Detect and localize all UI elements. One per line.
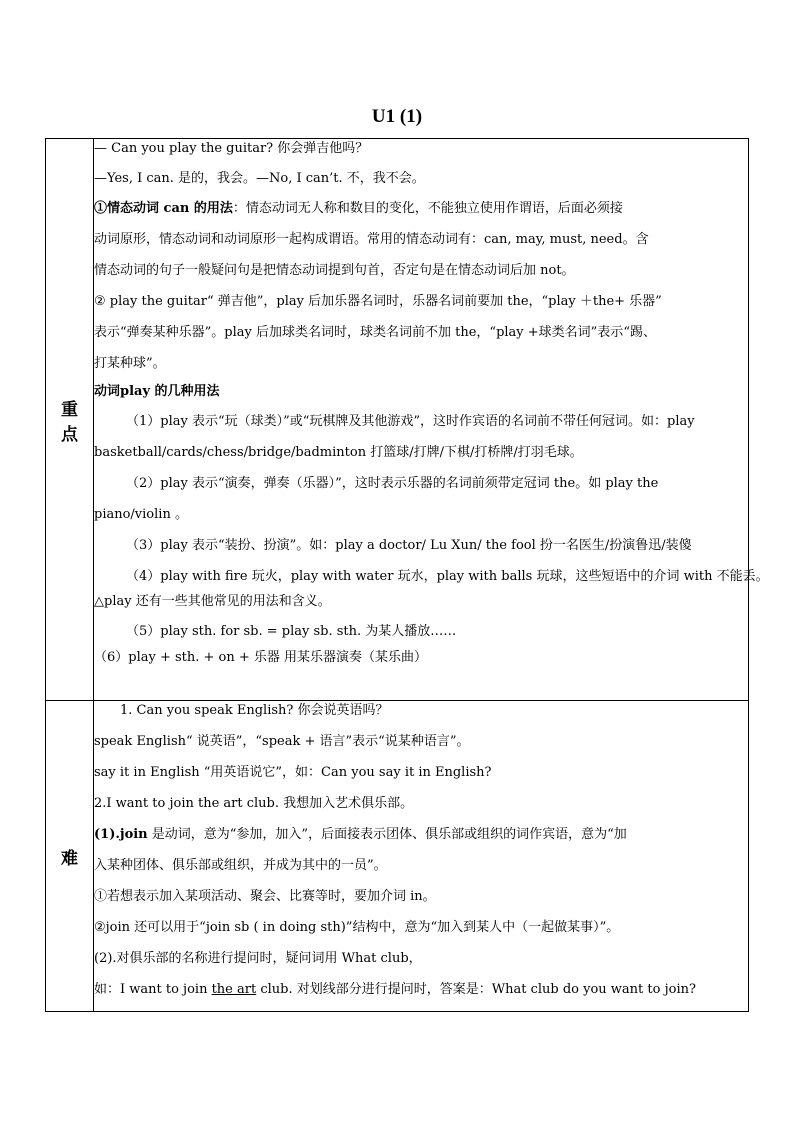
key-label-char-2: 点 — [61, 424, 78, 445]
play-usage-6: （6）play + sth. + on + 乐器 用某乐器演奏（某乐曲） — [94, 650, 428, 665]
difficult-points-row — [46, 701, 749, 1012]
example-suffix: club. 对划线部分进行提问时，答案是：What club do you want to join? — [256, 982, 696, 997]
key-points-content — [94, 139, 769, 701]
notes-table — [45, 138, 769, 1012]
hard-line-9: (2).对俱乐部的名称进行提问时，疑问词用 What club， — [94, 951, 422, 966]
hard-line-5 — [94, 825, 748, 845]
underlined-phrase: the art — [211, 982, 257, 997]
hard-line-10 — [94, 980, 748, 1000]
difficult-points-content — [94, 701, 749, 1012]
modal-verb-heading: ①情态动词 can 的用法 — [94, 201, 233, 216]
modal-verb-text: ：情态动词无人称和数目的变化，不能独立使用作谓语，后面必须接 — [232, 201, 623, 216]
play-usage-note: △play 还有一些其他常见的用法和含义。 — [94, 594, 331, 609]
key-points-row — [46, 139, 749, 701]
key-line-8: 打某种球”。 — [94, 356, 166, 371]
key-label-char-1: 重 — [61, 399, 78, 420]
play-usage-2: （2）play 表示“演奏，弹奏（乐器）”，这时表示乐器的名词前须带定冠词 the。如 play the — [126, 476, 659, 491]
key-line-6: ② play the guitar“ 弹吉他”，play 后加乐器名词时，乐器名词前要加 the，“play ＋the+ 乐器” — [94, 294, 662, 309]
page-title: U1 (1) — [371, 106, 423, 127]
difficult-points-label: 难 — [46, 701, 94, 1012]
key-line-1: — Can you play the guitar? 你会弹吉他吗？ — [94, 141, 369, 156]
key-line-4: 动词原形，情态动词和动词原形一起构成谓语。常用的情态动词有：can, may, must, need。含 — [94, 232, 649, 247]
hard-line-3: say it in English “用英语说它”，如：Can you say it in English? — [94, 765, 492, 780]
play-usage-2-cont: piano/violin 。 — [94, 507, 188, 522]
hard-line-7: ①若想表示加入某项活动、聚会、比赛等时，要加介词 in。 — [94, 889, 436, 904]
play-usage-3: （3）play 表示“装扮、扮演”。如：play a doctor/ Lu Xun/ the fool 扮一名医生/扮演鲁迅/装傻 — [126, 538, 692, 553]
hard-line-1: 1. Can you speak English? 你会说英语吗？ — [120, 703, 389, 718]
play-usage-1-cont: basketball/cards/chess/bridge/badminton 打篮球/打牌/下棋/打桥牌/打羽毛球。 — [94, 445, 583, 460]
play-usage-1: （1）play 表示“玩（球类）”或“玩棋牌及其他游戏”，这时作宾语的名词前不带任何冠词。如：play — [126, 414, 695, 429]
play-usage-4: （4）play with fire 玩火，play with water 玩水，play with balls 玩球，这些短语中的介词 with 不能丢。 — [126, 569, 769, 584]
join-text: 是动词，意为“参加，加入”，后面接表示团体、俱乐部或组织的词作宾语，意为“加 — [147, 827, 627, 842]
key-line-2: —Yes, I can. 是的，我会。—No, I can’t. 不，我不会。 — [94, 171, 425, 186]
hard-line-6: 入某种团体、俱乐部或组织，并成为其中的一员”。 — [94, 858, 387, 873]
key-points-label — [46, 139, 94, 701]
hard-line-8: ②join 还可以用于“join sb ( in doing sth)”结构中，意为“加入到某人中（一起做某事）”。 — [94, 920, 620, 935]
join-heading: (1).join — [94, 827, 148, 842]
key-line-5: 情态动词的句子一般疑问句是把情态动词提到句首，否定句是在情态动词后加 not。 — [94, 263, 575, 278]
play-usage-heading: 动词play 的几种用法 — [94, 384, 220, 399]
key-line-7: 表示“弹奏某种乐器”。play 后加球类名词时，球类名词前不加 the，“play +球类名词”表示“踢、 — [94, 325, 656, 340]
key-line-3 — [94, 199, 748, 219]
hard-line-4: 2.I want to join the art club. 我想加入艺术俱乐部。 — [94, 796, 414, 811]
play-usage-5: （5）play sth. for sb. = play sb. sth. 为某人播放…… — [126, 624, 457, 639]
hard-line-2: speak English“ 说英语”，“speak + 语言”表示“说某种语言”。 — [94, 734, 470, 749]
example-prefix: 如：I want to join — [94, 982, 212, 997]
